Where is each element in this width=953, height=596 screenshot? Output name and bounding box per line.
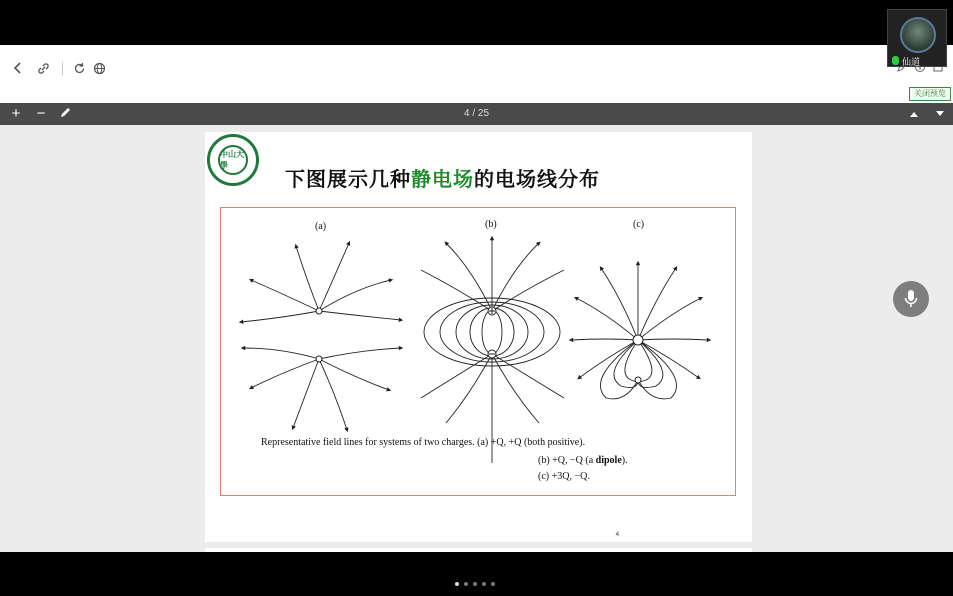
prev-page-button[interactable]	[903, 103, 925, 125]
microphone-button[interactable]	[893, 281, 929, 317]
caption-line-3: (c) +3Q, −Q.	[538, 471, 590, 482]
participant-name: 仙道	[902, 57, 921, 67]
link-icon[interactable]	[33, 58, 53, 78]
charge-c-negative	[635, 377, 641, 383]
slide-page	[205, 132, 752, 542]
pagination-dot[interactable]	[455, 582, 459, 586]
caption-line-2-pre: (b) +Q, −Q (a	[538, 455, 596, 466]
charge-a-top	[316, 308, 322, 314]
browser-nav-bar	[0, 45, 953, 103]
caption-line-1: Representative field lines for systems of two charges. (a) +Q, +Q (both positive).	[261, 437, 586, 448]
panel-label-a: (a)	[315, 221, 327, 232]
document-viewer[interactable]	[0, 125, 953, 552]
figure-frame	[220, 207, 736, 496]
pagination-dot[interactable]	[473, 582, 477, 586]
pagination-dots	[455, 582, 495, 586]
title-highlight: 静电场	[411, 169, 474, 191]
caption-line-2-post: ).	[621, 455, 628, 466]
title-text-pre: 下图展示几种	[285, 169, 411, 191]
zoom-out-button[interactable]: −	[36, 105, 46, 122]
participant-video-tile[interactable]	[887, 9, 947, 67]
pagination-dot[interactable]	[491, 582, 495, 586]
panel-a-field-lines	[241, 243, 401, 430]
globe-icon[interactable]	[89, 58, 109, 78]
nav-separator	[62, 62, 63, 76]
charge-a-bottom	[316, 356, 322, 362]
mic-active-icon	[892, 56, 899, 65]
caret-down-icon	[935, 110, 945, 118]
panel-label-c: (c)	[633, 219, 645, 230]
caption-line-2-bold: dipole	[595, 455, 622, 466]
bottom-black-bar	[0, 552, 953, 596]
refresh-icon[interactable]	[69, 58, 89, 78]
back-icon[interactable]	[8, 58, 28, 78]
charge-c-positive	[633, 335, 643, 345]
pagination-dot[interactable]	[482, 582, 486, 586]
zoom-in-button[interactable]: +	[11, 105, 21, 122]
caption-line-2	[538, 455, 628, 466]
next-page-button[interactable]	[929, 103, 951, 125]
viewer-toolbar	[0, 103, 953, 125]
slide-title	[285, 163, 600, 192]
participant-avatar	[900, 17, 936, 53]
logo-text: 中山大學	[218, 145, 248, 175]
university-logo	[207, 134, 259, 186]
caret-up-icon	[909, 110, 919, 118]
top-black-bar	[0, 0, 953, 45]
title-text-post: 的电场线分布	[474, 169, 600, 191]
microphone-icon	[904, 289, 918, 309]
slide-page-number: 4	[615, 532, 619, 538]
page-indicator: 4 / 25	[463, 108, 490, 119]
panel-label-b: (b)	[485, 219, 497, 230]
pagination-dot[interactable]	[464, 582, 468, 586]
close-preview-button[interactable]: 关闭预览	[909, 87, 951, 101]
field-lines-figure	[221, 208, 734, 494]
